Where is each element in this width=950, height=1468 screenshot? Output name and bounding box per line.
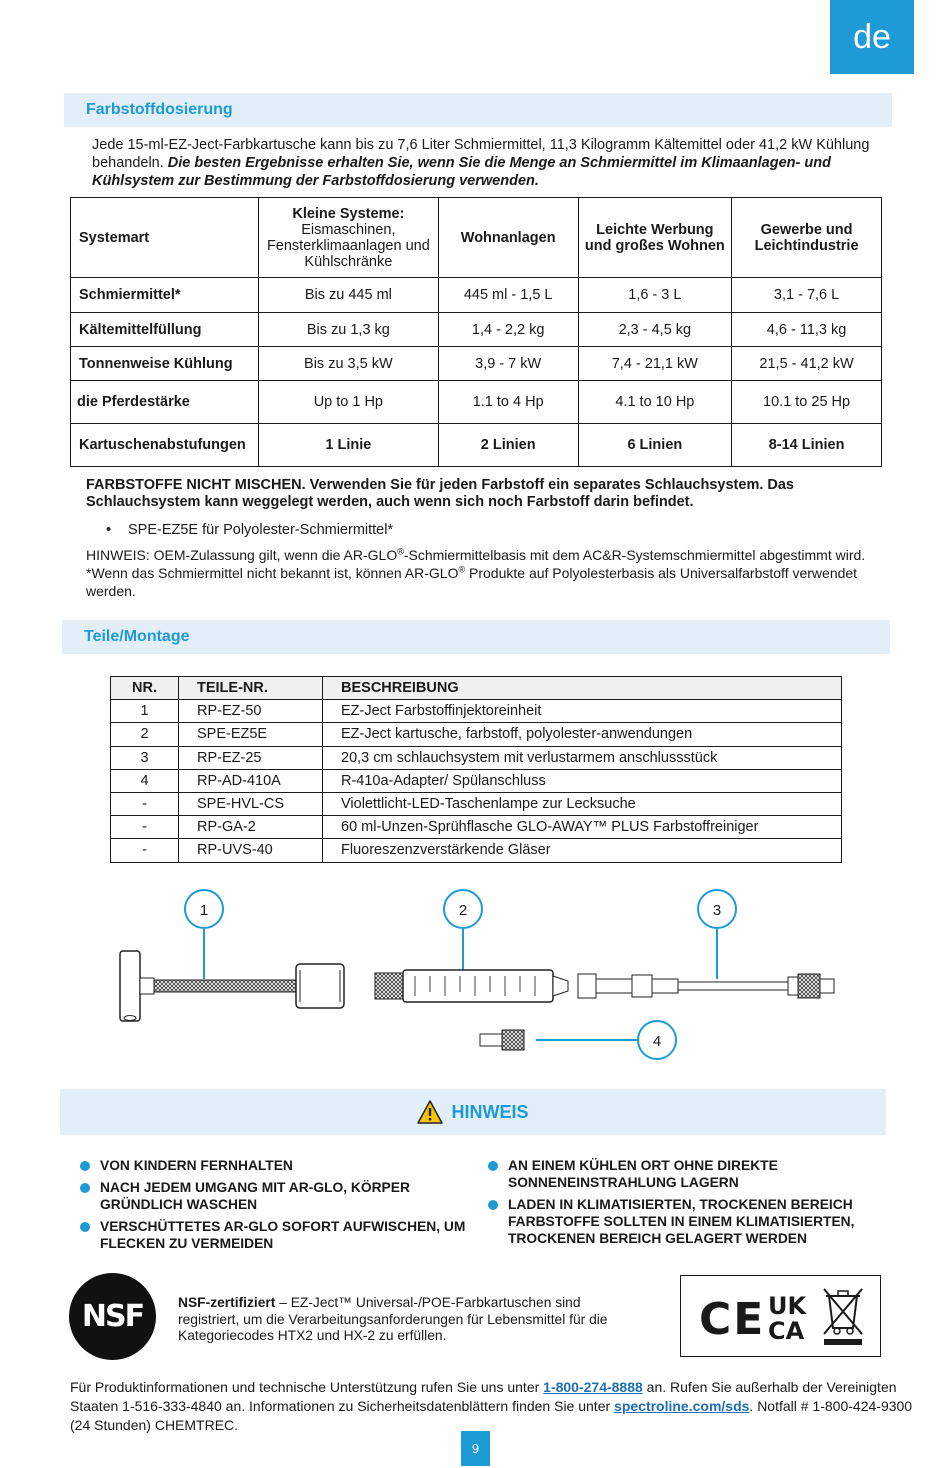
list-item: NACH JEDEM UMGANG MIT AR-GLO, KÖRPER GRÜNDLICH WASCHEN bbox=[80, 1179, 470, 1213]
part-description: R-410a-Adapter/ Spülanschluss bbox=[323, 769, 842, 792]
dosage-cell: 10.1 to 25 Hp bbox=[732, 381, 882, 424]
parts-header-part: TEILE-NR. bbox=[179, 677, 323, 700]
callout-4 bbox=[638, 1021, 676, 1059]
hinweis-banner bbox=[60, 1089, 886, 1135]
part-description: EZ-Ject kartusche, farbstoff, polyolester-anwendungen bbox=[323, 723, 842, 746]
nsf-logo-text: NSF bbox=[81, 1299, 144, 1334]
table-row bbox=[111, 769, 842, 792]
hinweis-title: HINWEIS bbox=[451, 1101, 529, 1122]
dosage-header-commercial: Gewerbe und Leichtindustrie bbox=[732, 198, 882, 278]
dosage-cell: 3,1 - 7,6 L bbox=[732, 278, 882, 313]
registered-mark: ® bbox=[397, 546, 404, 557]
part-number: RP-GA-2 bbox=[179, 816, 323, 839]
list-item: LADEN IN KLIMATISIERTEN, TROCKENEN BEREICH FARBSTOFFE SOLLTEN IN EINEM KLIMATISIERTEN, TROCKENEN BEREICH GELAGERT WERDEN bbox=[488, 1196, 888, 1247]
cartridge bbox=[375, 970, 568, 1002]
page-number: 9 bbox=[461, 1431, 490, 1466]
dosage-cell: 8-14 Linien bbox=[732, 424, 882, 467]
dosage-cell: 21,5 - 41,2 kW bbox=[732, 347, 882, 381]
registered-mark: ® bbox=[458, 564, 466, 575]
ukca-mark-top: UK bbox=[768, 1292, 807, 1320]
dosage-row bbox=[71, 313, 882, 347]
dosage-cell: 4,6 - 11,3 kg bbox=[732, 313, 882, 347]
dosage-header-small-title: Kleine Systeme: bbox=[292, 205, 405, 222]
dosage-cell: Bis zu 445 ml bbox=[258, 278, 438, 313]
dosage-table bbox=[70, 197, 882, 467]
intro-paragraph bbox=[92, 136, 882, 190]
part-number: RP-EZ-25 bbox=[179, 746, 323, 769]
dosage-cell: Bis zu 1,3 kg bbox=[258, 313, 438, 347]
dosage-cell: 3,9 - 7 kW bbox=[438, 347, 578, 381]
note-text: HINWEIS: OEM-Zulassung gilt, wenn die AR-GLO bbox=[86, 547, 398, 563]
weee-bin-icon bbox=[824, 1289, 862, 1345]
footer-text: an. Rufen Sie außerhalb der Vereinigten Staaten 1-516-333-4840 an. Informationen zu Sicherheitsdatenblättern finden Sie unter bbox=[70, 1379, 897, 1414]
note-text: *Wenn das Schmiermittel nicht bekannt ist, können AR-GLO bbox=[86, 565, 459, 581]
dosage-row-label: die Pferdestärke bbox=[71, 381, 259, 424]
language-tab: de bbox=[830, 0, 914, 74]
dosage-cell: 4.1 to 10 Hp bbox=[578, 381, 732, 424]
dosage-cell: 2 Linien bbox=[438, 424, 578, 467]
assembly-diagram bbox=[110, 884, 850, 1064]
dosage-header-systemart: Systemart bbox=[71, 198, 259, 278]
bullet-dot-icon: • bbox=[106, 522, 112, 538]
callout-label: 1 bbox=[199, 902, 209, 919]
dosage-cell: 6 Linien bbox=[578, 424, 732, 467]
hinweis-list-left bbox=[80, 1157, 470, 1257]
note-text: Produkte auf Polyolesterbasis als Universalfarbstoff verwendet werden. bbox=[86, 565, 858, 599]
list-item: VON KINDERN FERNHALTEN bbox=[80, 1157, 470, 1174]
nsf-statement bbox=[178, 1295, 618, 1345]
parts-header-row bbox=[111, 677, 842, 700]
part-nr: - bbox=[111, 792, 179, 815]
part-number: SPE-EZ5E bbox=[179, 723, 323, 746]
adapter bbox=[480, 1030, 524, 1050]
part-number: RP-EZ-50 bbox=[179, 700, 323, 723]
dosage-header-light-commercial: Leichte Werbung und großes Wohnen bbox=[578, 198, 732, 278]
callout-label: 3 bbox=[712, 902, 722, 919]
table-row bbox=[111, 723, 842, 746]
intro-text: Jede 15-ml-EZ-Ject-Farbkartusche kann bis zu 7,6 Liter Schmiermittel, 11,3 Kilogramm Kältemittel oder 41,2 kW Kühlung behandeln. bbox=[92, 137, 870, 171]
support-phone-link[interactable]: 1-800-274-8888 bbox=[543, 1379, 643, 1395]
dosage-cell: 1,6 - 3 L bbox=[578, 278, 732, 313]
hose-assembly bbox=[578, 974, 834, 998]
table-row bbox=[111, 792, 842, 815]
callout-label: 4 bbox=[652, 1033, 662, 1050]
cert-marks-svg bbox=[681, 1276, 882, 1358]
footer-text: Für Produktinformationen und technische Unterstützung rufen Sie uns unter bbox=[70, 1379, 544, 1395]
dosage-row-label: Tonnenweise Kühlung bbox=[71, 347, 259, 381]
part-nr: 3 bbox=[111, 746, 179, 769]
note-text: -Schmiermittelbasis mit dem AC&R-Systemschmiermittel abgestimmt wird. bbox=[403, 547, 866, 563]
table-row bbox=[111, 816, 842, 839]
parts-header-desc: BESCHREIBUNG bbox=[323, 677, 842, 700]
footer-contact bbox=[70, 1378, 920, 1435]
hinweis-list-right bbox=[488, 1157, 888, 1252]
certification-marks bbox=[680, 1275, 881, 1357]
oem-note-line1 bbox=[86, 546, 906, 564]
dosage-row-label: Kartuschenabstufungen bbox=[71, 424, 259, 467]
dosage-cell: 2,3 - 4,5 kg bbox=[578, 313, 732, 347]
nsf-logo bbox=[69, 1273, 156, 1360]
part-number: RP-UVS-40 bbox=[179, 839, 323, 862]
dosage-row bbox=[71, 347, 882, 381]
ce-mark-icon: CE bbox=[699, 1294, 766, 1345]
dosage-cell: 445 ml - 1,5 L bbox=[438, 278, 578, 313]
footer-text: . Notfall # 1-800-424-9300 (24 Stunden) CHEMTREC. bbox=[70, 1398, 913, 1433]
part-description: Violettlicht-LED-Taschenlampe zur Lecksuche bbox=[323, 792, 842, 815]
table-row bbox=[111, 839, 842, 862]
part-nr: 4 bbox=[111, 769, 179, 792]
parts-table bbox=[110, 676, 842, 863]
bullet-item bbox=[106, 522, 393, 538]
dosage-cell: 1.1 to 4 Hp bbox=[438, 381, 578, 424]
part-description: 60 ml-Unzen-Sprühflasche GLO-AWAY™ PLUS Farbstoffreiniger bbox=[323, 816, 842, 839]
dosage-row-label: Schmiermittel* bbox=[71, 278, 259, 313]
sds-link[interactable]: spectroline.com/sds bbox=[614, 1398, 750, 1414]
callout-2 bbox=[444, 890, 482, 928]
part-nr: - bbox=[111, 816, 179, 839]
dosage-row bbox=[71, 381, 882, 424]
warning-triangle-icon bbox=[417, 1100, 443, 1124]
list-item: VERSCHÜTTETES AR-GLO SOFORT AUFWISCHEN, UM FLECKEN ZU VERMEIDEN bbox=[80, 1218, 470, 1252]
part-nr: - bbox=[111, 839, 179, 862]
part-number: RP-AD-410A bbox=[179, 769, 323, 792]
list-item: AN EINEM KÜHLEN ORT OHNE DIREKTE SONNENEINSTRAHLUNG LAGERN bbox=[488, 1157, 888, 1191]
dosage-row bbox=[71, 424, 882, 467]
section-title-parts: Teile/Montage bbox=[62, 620, 890, 654]
part-nr: 1 bbox=[111, 700, 179, 723]
dosage-cell: Bis zu 3,5 kW bbox=[258, 347, 438, 381]
part-description: 20,3 cm schlauchsystem mit verlustarmem anschlussstück bbox=[323, 746, 842, 769]
dosage-header-small-desc: Eismaschinen, Fensterklimaanlagen und Kühlschränke bbox=[266, 221, 430, 270]
dosage-header-small bbox=[258, 198, 438, 278]
part-number: SPE-HVL-CS bbox=[179, 792, 323, 815]
injector-handle bbox=[120, 951, 344, 1021]
part-nr: 2 bbox=[111, 723, 179, 746]
dosage-cell: 1,4 - 2,2 kg bbox=[438, 313, 578, 347]
oem-note-line2 bbox=[86, 564, 906, 600]
intro-bold-text: Die besten Ergebnisse erhalten Sie, wenn Sie die Menge an Schmiermittel im Klimaanlagen- und Kühlsystem zur Bestimmung der Farbstoffdosierung verwenden. bbox=[92, 155, 831, 189]
table-row bbox=[111, 746, 842, 769]
callout-1 bbox=[185, 890, 223, 928]
nsf-statement-text: – EZ-Ject™ Universal-/POE-Farbkartuschen sind registriert, um die Verarbeitungsanforderungen für Lebensmittel für die Kategoriecodes HTX2 und HX-2 zu erfüllen. bbox=[178, 1295, 608, 1343]
oem-note bbox=[86, 546, 906, 600]
dosage-cell: Up to 1 Hp bbox=[258, 381, 438, 424]
ukca-mark-bottom: CA bbox=[768, 1317, 805, 1345]
part-description: Fluoreszenzverstärkende Gläser bbox=[323, 839, 842, 862]
table-row bbox=[111, 700, 842, 723]
dosage-cell: 1 Linie bbox=[258, 424, 438, 467]
part-description: EZ-Ject Farbstoffinjektoreinheit bbox=[323, 700, 842, 723]
no-mix-warning: FARBSTOFFE NICHT MISCHEN. Verwenden Sie für jeden Farbstoff ein separates Schlauchsystem. Das Schlauchsystem kann weggelegt werden, auch wenn sich noch Farbstoff darin befindet. bbox=[86, 477, 794, 510]
dosage-cell: 7,4 - 21,1 kW bbox=[578, 347, 732, 381]
callout-label: 2 bbox=[458, 902, 468, 919]
dosage-header-residential: Wohnanlagen bbox=[438, 198, 578, 278]
dosage-row-label: Kältemittelfüllung bbox=[71, 313, 259, 347]
bullet-item-text: SPE-EZ5E für Polyolester-Schmiermittel* bbox=[128, 522, 394, 538]
callout-3 bbox=[698, 890, 736, 928]
nsf-statement-bold: NSF-zertifiziert bbox=[178, 1295, 276, 1310]
dosage-row bbox=[71, 278, 882, 313]
section-title-dosage: Farbstoffdosierung bbox=[64, 93, 892, 127]
parts-header-nr: NR. bbox=[111, 677, 179, 700]
